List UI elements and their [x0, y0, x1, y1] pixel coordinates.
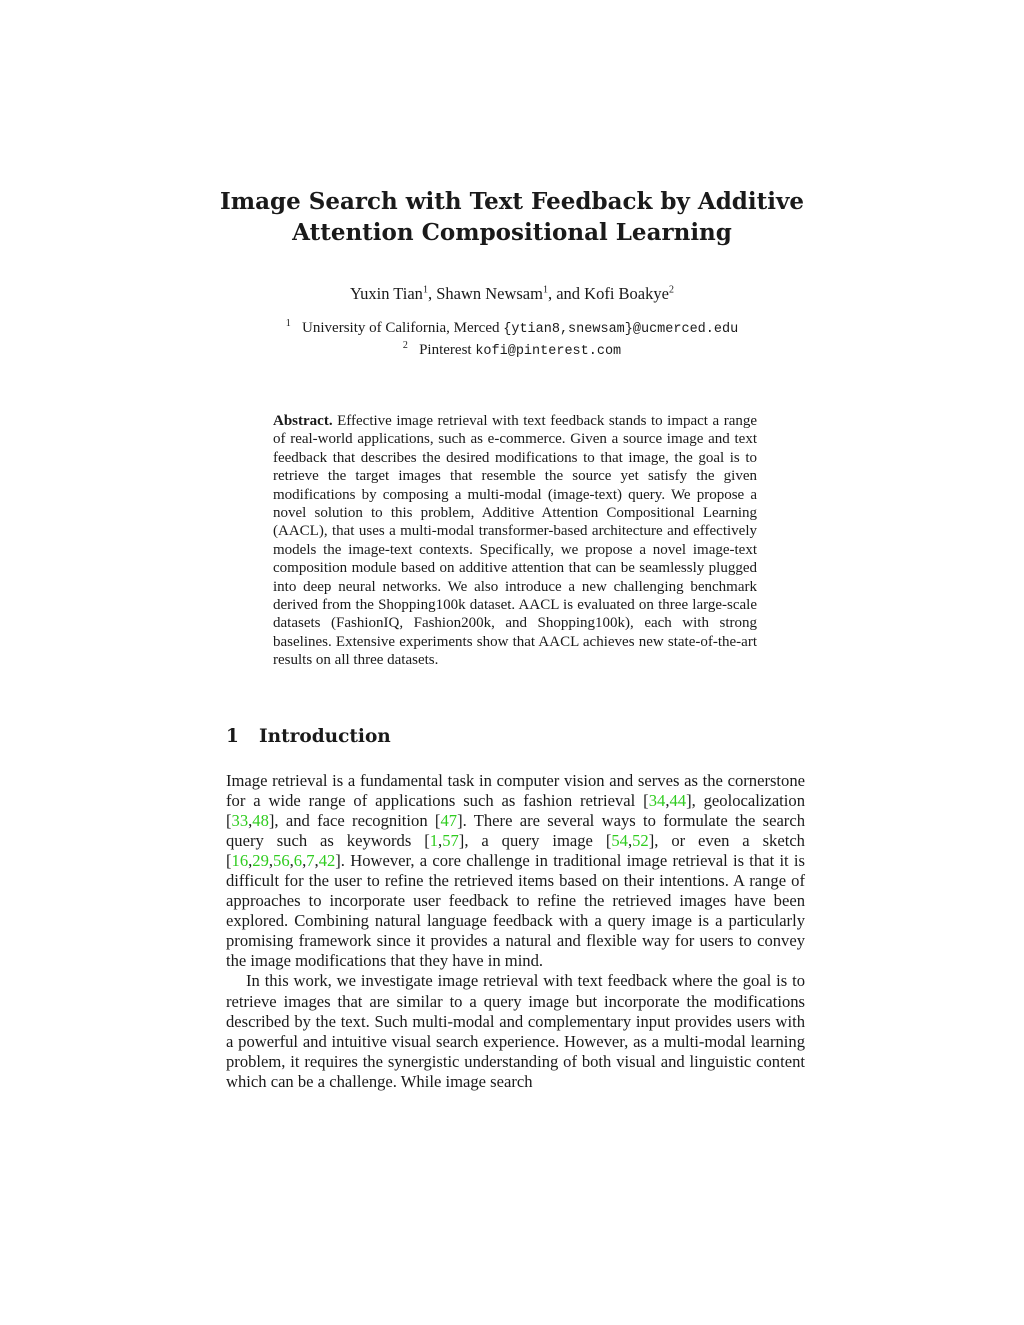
citation-link[interactable]: 34 — [648, 791, 666, 811]
affiliations — [0, 318, 1024, 362]
affiliation-email: kofi@pinterest.com — [475, 344, 622, 359]
abstract-label: Abstract. — [273, 413, 333, 429]
citation-link[interactable]: 54 — [611, 831, 628, 851]
citation-link[interactable]: 33 — [231, 811, 249, 831]
paragraph-text: , — [302, 851, 307, 871]
affiliation-email: {ytian8,snewsam}@ucmerced.edu — [503, 322, 739, 337]
author-name: Yuxin Tian — [350, 284, 423, 303]
citation-link[interactable]: 1 — [429, 831, 439, 851]
paragraph-text: ], or even a sketch [ — [226, 831, 805, 871]
citation-link[interactable]: 6 — [293, 851, 303, 871]
paragraph-text: , — [627, 831, 633, 851]
author-affiliation-mark: 1 — [422, 284, 428, 296]
affiliation-number: 1 — [285, 318, 291, 329]
affiliation-line — [0, 318, 1024, 340]
paragraph-text: Image retrieval is a fundamental task in computer vision and serves as the cornerstone for a wide range of applications such as fashion retrieval [ — [226, 771, 805, 811]
author-affiliation-mark: 1 — [542, 284, 548, 296]
affiliation-number: 2 — [402, 340, 408, 351]
section-number: 1 — [226, 726, 239, 747]
citation-link[interactable]: 42 — [318, 851, 336, 871]
introduction-paragraph-1 — [226, 771, 805, 971]
section-heading — [226, 726, 391, 747]
paragraph-text: , — [248, 811, 253, 831]
citation-link[interactable]: 57 — [442, 831, 459, 851]
citation-link[interactable]: 48 — [252, 811, 269, 831]
paragraph-text: , — [665, 791, 670, 811]
paragraph-text: ]. However, a core challenge in traditional image retrieval is that it is difficult for the user to refine the retrieved items based on their intentions. A range of approaches to incorporate user feedback to refine the retrieved images have been explored. Combining natural language feedback with a query image is a particularly promising framework since it provides a natural and flexible way for users to convey the image modifications that they have in mind. — [226, 851, 805, 971]
paragraph-text: ]. There are several ways to formulate the search query such as keywords [ — [226, 811, 805, 851]
paragraph-text: ], a query image [ — [458, 831, 612, 851]
paper-title — [0, 186, 1024, 248]
citation-link[interactable]: 7 — [306, 851, 315, 871]
author-affiliation-mark: 2 — [668, 284, 674, 296]
paragraph-text: , — [289, 851, 294, 871]
paragraph-text: , — [268, 851, 274, 871]
section-title: Introduction — [259, 726, 391, 747]
author-list — [0, 284, 1024, 304]
author-name: Kofi Boakye — [584, 284, 669, 303]
paper-title-line-2: Attention Compositional Learning — [292, 219, 732, 246]
citation-link[interactable]: 44 — [669, 791, 687, 811]
citation-link[interactable]: 16 — [231, 851, 249, 871]
affiliation-institution: Pinterest — [419, 342, 472, 358]
author-name: Shawn Newsam — [436, 284, 543, 303]
affiliation-line — [0, 340, 1024, 362]
paragraph-text: , — [248, 851, 253, 871]
affiliation-institution: University of California, Merced — [302, 320, 500, 336]
introduction-paragraph-2: In this work, we investigate image retrieval with text feedback where the goal is to retrieve images that are similar to a query image but incorporate the modifications described by the text. Such multi-modal and complementary input provides users with a powerful and intuitive visual search experience. However, as a multi-modal learning problem, it requires the synergistic understanding of both visual and linguistic content which can be a challenge. While image search — [226, 971, 805, 1091]
paragraph-text: ], geolocalization [ — [226, 791, 805, 831]
citation-link[interactable]: 29 — [252, 851, 269, 871]
paper-title-line-1: Image Search with Text Feedback by Additive — [220, 188, 804, 215]
introduction-body — [226, 771, 805, 1092]
paragraph-text: ], and face recognition [ — [268, 811, 441, 831]
abstract-text: Effective image retrieval with text feedback stands to impact a range of real-world applications, such as e-commerce. Given a source image and text feedback that describes the desired modifications to that image, the goal is to retrieve the target images that resemble the source yet satisfy the given modifications by composing a multi-modal (image-text) query. We propose a novel solution to this problem, Additive Attention Compositional Learning (AACL), that uses a multi-modal transformer-based architecture and effectively models the image-text contexts. Specifically, we propose a novel image-text composition module based on additive attention that can be seamlessly plugged into deep neural networks. We also introduce a new challenging benchmark derived from the Shopping100k dataset. AACL is evaluated on three large-scale datasets (FashionIQ, Fashion200k, and Shopping100k), each with strong baselines. Extensive experiments show that AACL achieves new state-of-the-art results on all three datasets. — [273, 413, 758, 669]
paragraph-text: , — [438, 831, 443, 851]
author-separator: , and — [547, 284, 585, 303]
paragraph-text: , — [314, 851, 319, 871]
abstract — [273, 412, 757, 670]
citation-link[interactable]: 47 — [440, 811, 458, 831]
citation-link[interactable]: 52 — [632, 831, 649, 851]
citation-link[interactable]: 56 — [273, 851, 290, 871]
author-separator: , — [427, 284, 437, 303]
